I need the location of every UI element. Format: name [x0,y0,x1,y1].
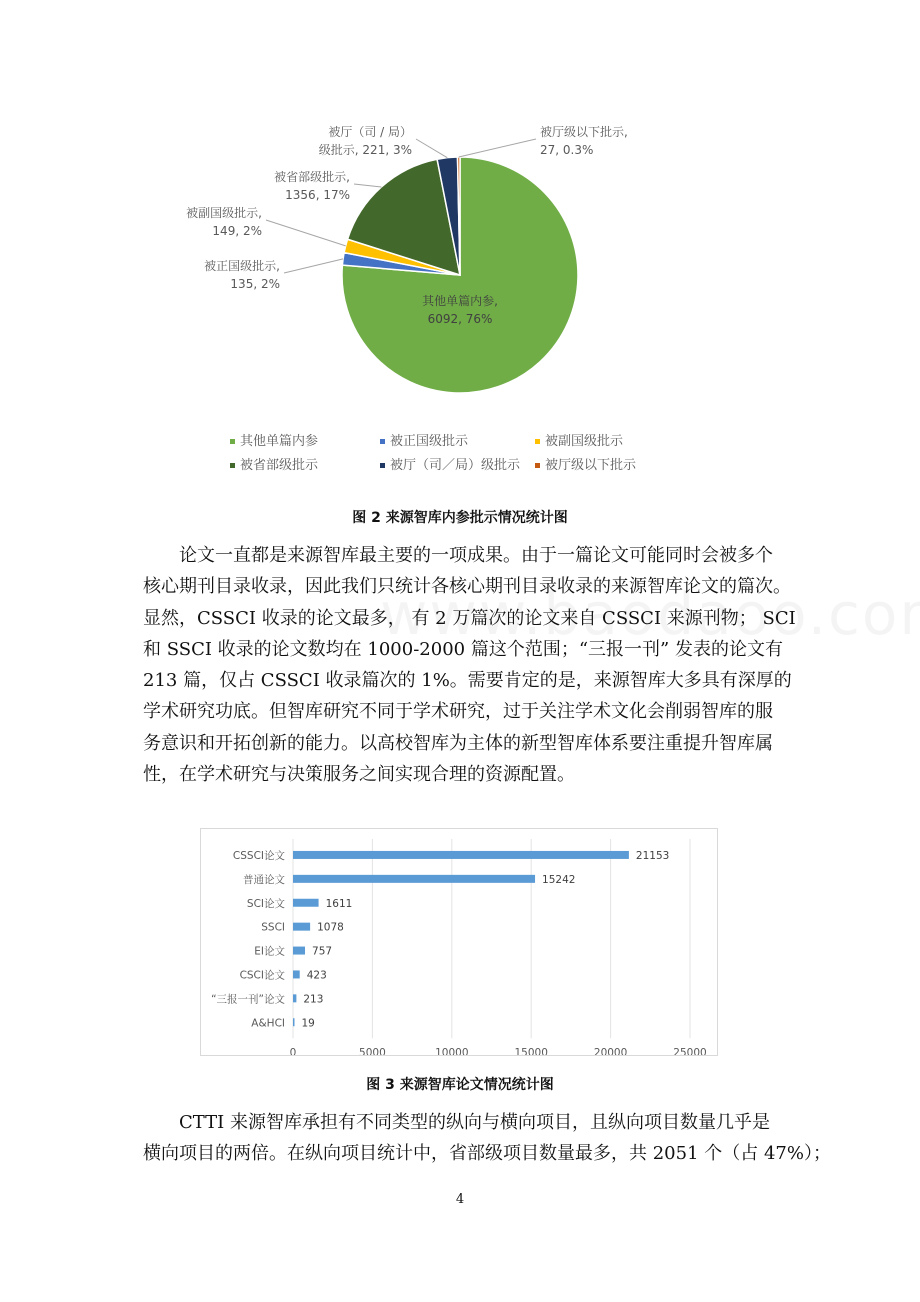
paragraph-line: 性，在学术研究与决策服务之间实现合理的资源配置。 [143,764,575,786]
bar [293,875,535,883]
pie-leader-line [459,139,536,157]
paragraph-line: 核心期刊目录收录，因此我们只统计各核心期刊目录收录的来源智库论文的篇次。 [143,576,791,598]
paragraph-line: 论文一直都是来源智库最主要的一项成果。由于一篇论文可能同时会被多个 [179,545,773,566]
paragraph-line: 横向项目的两倍。在纵向项目统计中，省部级项目数量最多，共 2051 个（占 47%）； [143,1143,831,1165]
figure-2-caption: 图 2 来源智库内参批示情况统计图 [352,510,568,526]
legend-item: 被副国级批示 [545,434,624,449]
pie-leader-line [266,220,346,246]
bar [293,923,310,931]
bar [293,970,300,978]
pie-data-label: 被厅（司 / 局） [328,125,412,139]
pie-data-label: 1356, 17% [285,188,350,202]
pie-data-label: 被副国级批示, [186,206,262,220]
category-label: CSCI论文 [239,969,285,982]
pie-leader-line [416,139,447,158]
legend-item: 被厅（司／局）级批示 [390,458,521,473]
pie-chart [150,110,770,490]
bar-chart-figure [200,828,718,1056]
bar-value-label: 213 [303,993,324,1006]
bar [293,1018,295,1026]
paragraph-line: 显然，CSSCI 收录的论文最多， 有 2 万篇次的论文来自 CSSCI 来源刊物； SCI [143,607,796,629]
paragraph-line: 213 篇，仅占 CSSCI 收录篇次的 1%。需要肯定的是，来源智库大多具有深厚的 [143,670,792,692]
bar [293,947,305,955]
bar-value-label: 423 [306,969,327,982]
category-label: SCI论文 [246,897,285,910]
pie-leader-line [354,184,381,187]
bar-value-label: 1611 [325,897,353,910]
legend-swatch [230,463,235,468]
category-label: EI论文 [254,945,285,958]
pie-data-label: 135, 2% [230,277,280,291]
legend-item: 被厅级以下批示 [545,458,637,473]
category-label: 普通论文 [243,873,285,886]
x-tick-label: 25000 [673,1047,707,1055]
legend-item: 被省部级批示 [240,458,319,473]
pie-data-label: 149, 2% [212,224,262,238]
legend-swatch [230,439,235,444]
bar [293,851,629,859]
pie-data-label: 其他单篇内参, [422,294,498,308]
legend-swatch [380,463,385,468]
pie-data-label: 被厅级以下批示, [540,125,628,139]
legend-item: 被正国级批示 [390,434,469,449]
pie-chart-figure [150,110,770,490]
paragraph-line: 和 SSCI 收录的论文数均在 1000-2000 篇这个范围；“三报一刊” 发表的论文有 [143,638,783,660]
body-paragraph-1 [143,540,796,790]
paragraph-line: 务意识和开拓创新的能力。以高校智库为主体的新型智库体系要注重提升智库属 [143,732,773,754]
bar-value-label: 15242 [542,873,576,886]
paragraph-line: CTTI 来源智库承担有不同类型的纵向与横向项目，且纵向项目数量几乎是 [179,1112,770,1133]
x-tick-label: 0 [289,1047,297,1055]
body-paragraph-2 [143,1107,831,1170]
pie-data-label: 被正国级批示, [204,259,280,273]
pie-data-label: 被省部级批示, [274,170,350,184]
figure-3-caption: 图 3 来源智库论文情况统计图 [366,1077,554,1093]
bar-value-label: 757 [312,945,333,958]
legend-swatch [380,439,385,444]
legend-swatch [535,439,540,444]
pie-data-label: 6092, 76% [427,312,493,326]
pie-leader-line [284,259,343,273]
pie-data-label: 级批示, 221, 3% [318,143,412,157]
category-label: SSCI [261,921,285,934]
legend-item: 其他单篇内参 [240,434,319,449]
legend-swatch [535,463,540,468]
bar-value-label: 19 [301,1017,315,1030]
bar-value-label: 1078 [317,921,344,934]
bar [293,994,296,1002]
x-tick-label: 10000 [435,1047,469,1055]
x-tick-label: 20000 [593,1047,628,1055]
category-label: “三报一刊”论文 [211,993,285,1006]
bar [293,899,319,907]
bar-chart [201,829,717,1055]
bar-value-label: 21153 [635,849,670,862]
page-number: 4 [455,1192,465,1207]
x-tick-label: 5000 [359,1047,386,1055]
paragraph-line: 学术研究功底。但智库研究不同于学术研究，过于关注学术文化会削弱智库的服 [143,701,773,723]
category-label: A&HCI [251,1017,285,1030]
category-label: CSSCI论文 [232,849,285,862]
pie-data-label: 27, 0.3% [540,143,594,157]
x-tick-label: 15000 [514,1047,548,1055]
